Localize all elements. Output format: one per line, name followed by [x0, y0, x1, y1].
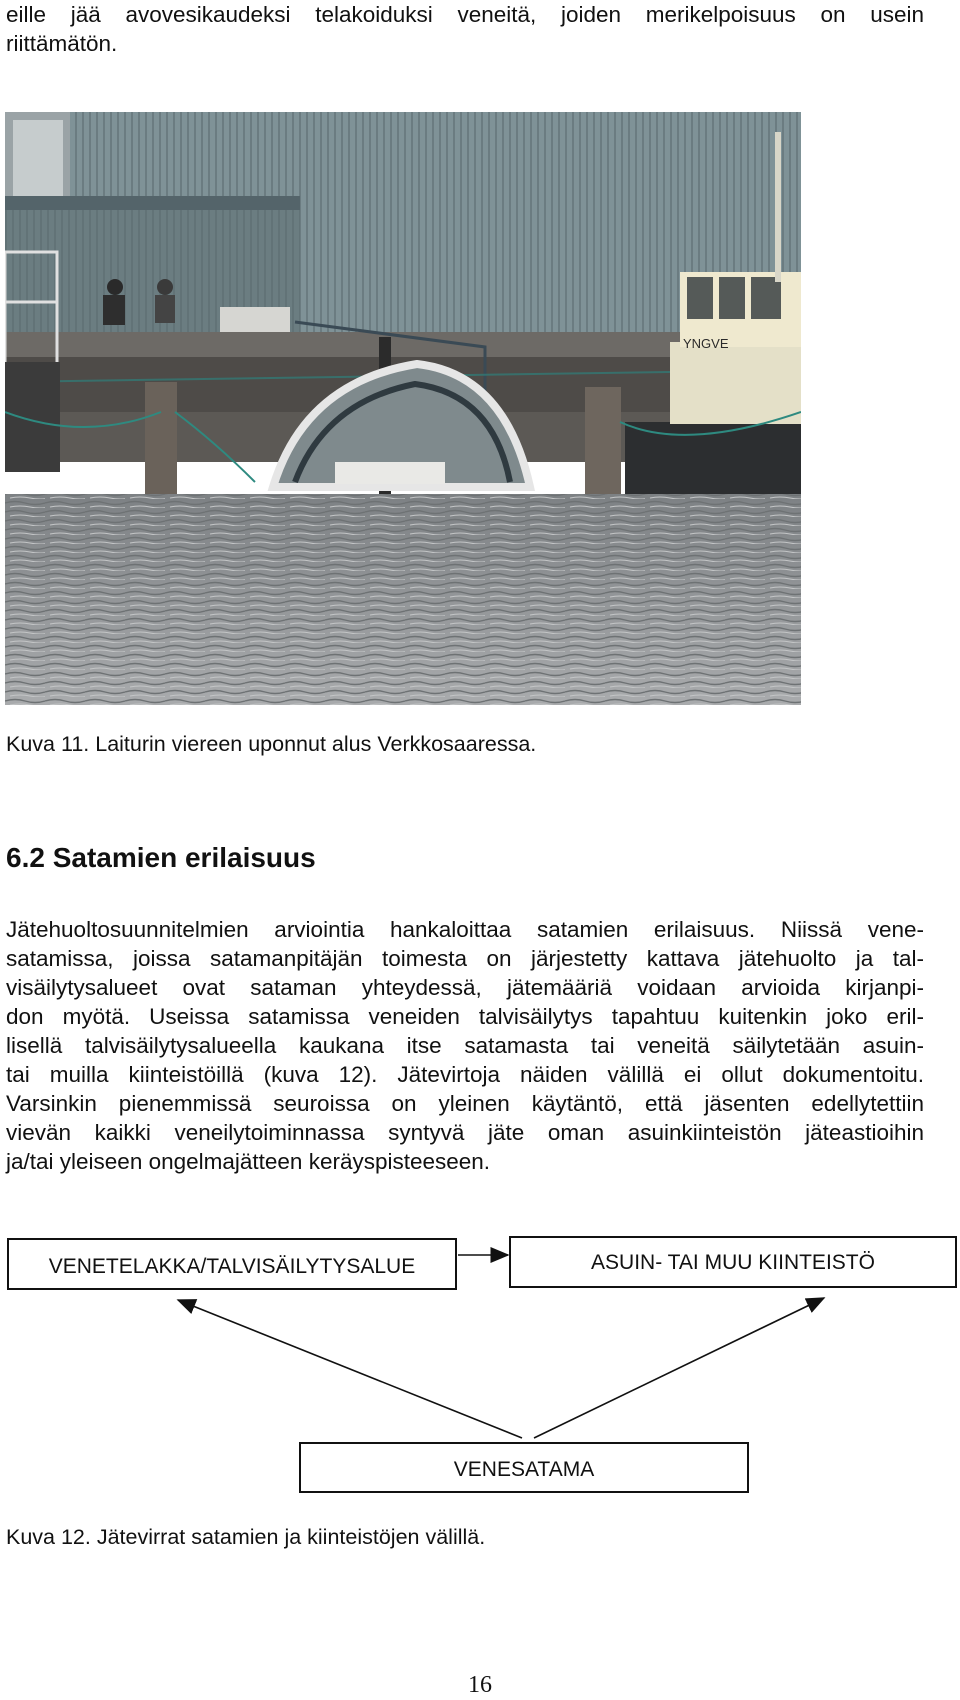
section-heading: 6.2 Satamien erilaisuus — [6, 842, 316, 873]
figure-12-caption: Kuva 12. Jätevirrat satamien ja kiinteistöjen välillä. — [6, 1525, 486, 1549]
intro-line: riittämätön. — [6, 31, 118, 56]
body-line: vievän kaikki veneilytoiminnassa syntyvä jäte oman asuinkiinteistön jäteastioihin — [6, 1120, 924, 1145]
intro-paragraph — [6, 0, 924, 58]
intro-line: eille jää avovesikaudeksi telakoiduksi veneitä, joiden merikelpoisuus on usein — [6, 2, 924, 27]
box-marina-label: VENESATAMA — [453, 1458, 595, 1481]
body-line: don myötä. Useissa satamissa veneiden talvisäilytys tapahtuu kuitenkin joko eril- — [6, 1004, 924, 1029]
body-line: Varsinkin pienemmissä seuroissa on yleinen käytäntö, että jäsenten edellytettiin — [6, 1091, 924, 1116]
body-line: Jätehuoltosuunnitelmien arviointia hankaloittaa satamien erilaisuus. Niissä vene- — [6, 917, 924, 942]
figure-11-caption: Kuva 11. Laiturin viereen uponnut alus Verkkosaaressa. — [6, 732, 537, 756]
body-line: visäilytysalueet ovat sataman yhteydessä, jätemääriä voidaan arvioida kirjanpi- — [6, 975, 924, 1000]
body-line: lisellä talvisäilytysalueella kaukana itse satamasta tai veneitä säilytetään asuin- — [6, 1033, 924, 1058]
body-line: satamissa, joissa satamanpitäjän toimesta on järjestetty kattava jätehuolto ja tal- — [6, 946, 924, 971]
page-number: 16 — [468, 1672, 492, 1698]
sunken-boat-photo — [5, 112, 801, 705]
arrow-marina-to-boatyard — [178, 1300, 522, 1438]
body-paragraph — [6, 915, 924, 1176]
tugboat-name-label: YNGVE — [683, 336, 729, 351]
box-property-label: ASUIN- TAI MUU KIINTEISTÖ — [591, 1251, 875, 1274]
body-line: tai muilla kiinteistöillä (kuva 12). Jätevirtoja näiden välillä ei ollut dokumentoitu. — [6, 1062, 924, 1087]
box-boatyard-label: VENETELAKKA/TALVISÄILYTYSALUE — [48, 1255, 416, 1278]
waste-flow-diagram — [0, 1225, 960, 1505]
arrow-marina-to-property — [534, 1298, 824, 1438]
body-line: ja/tai yleiseen ongelmajätteen keräyspisteeseen. — [6, 1149, 491, 1174]
